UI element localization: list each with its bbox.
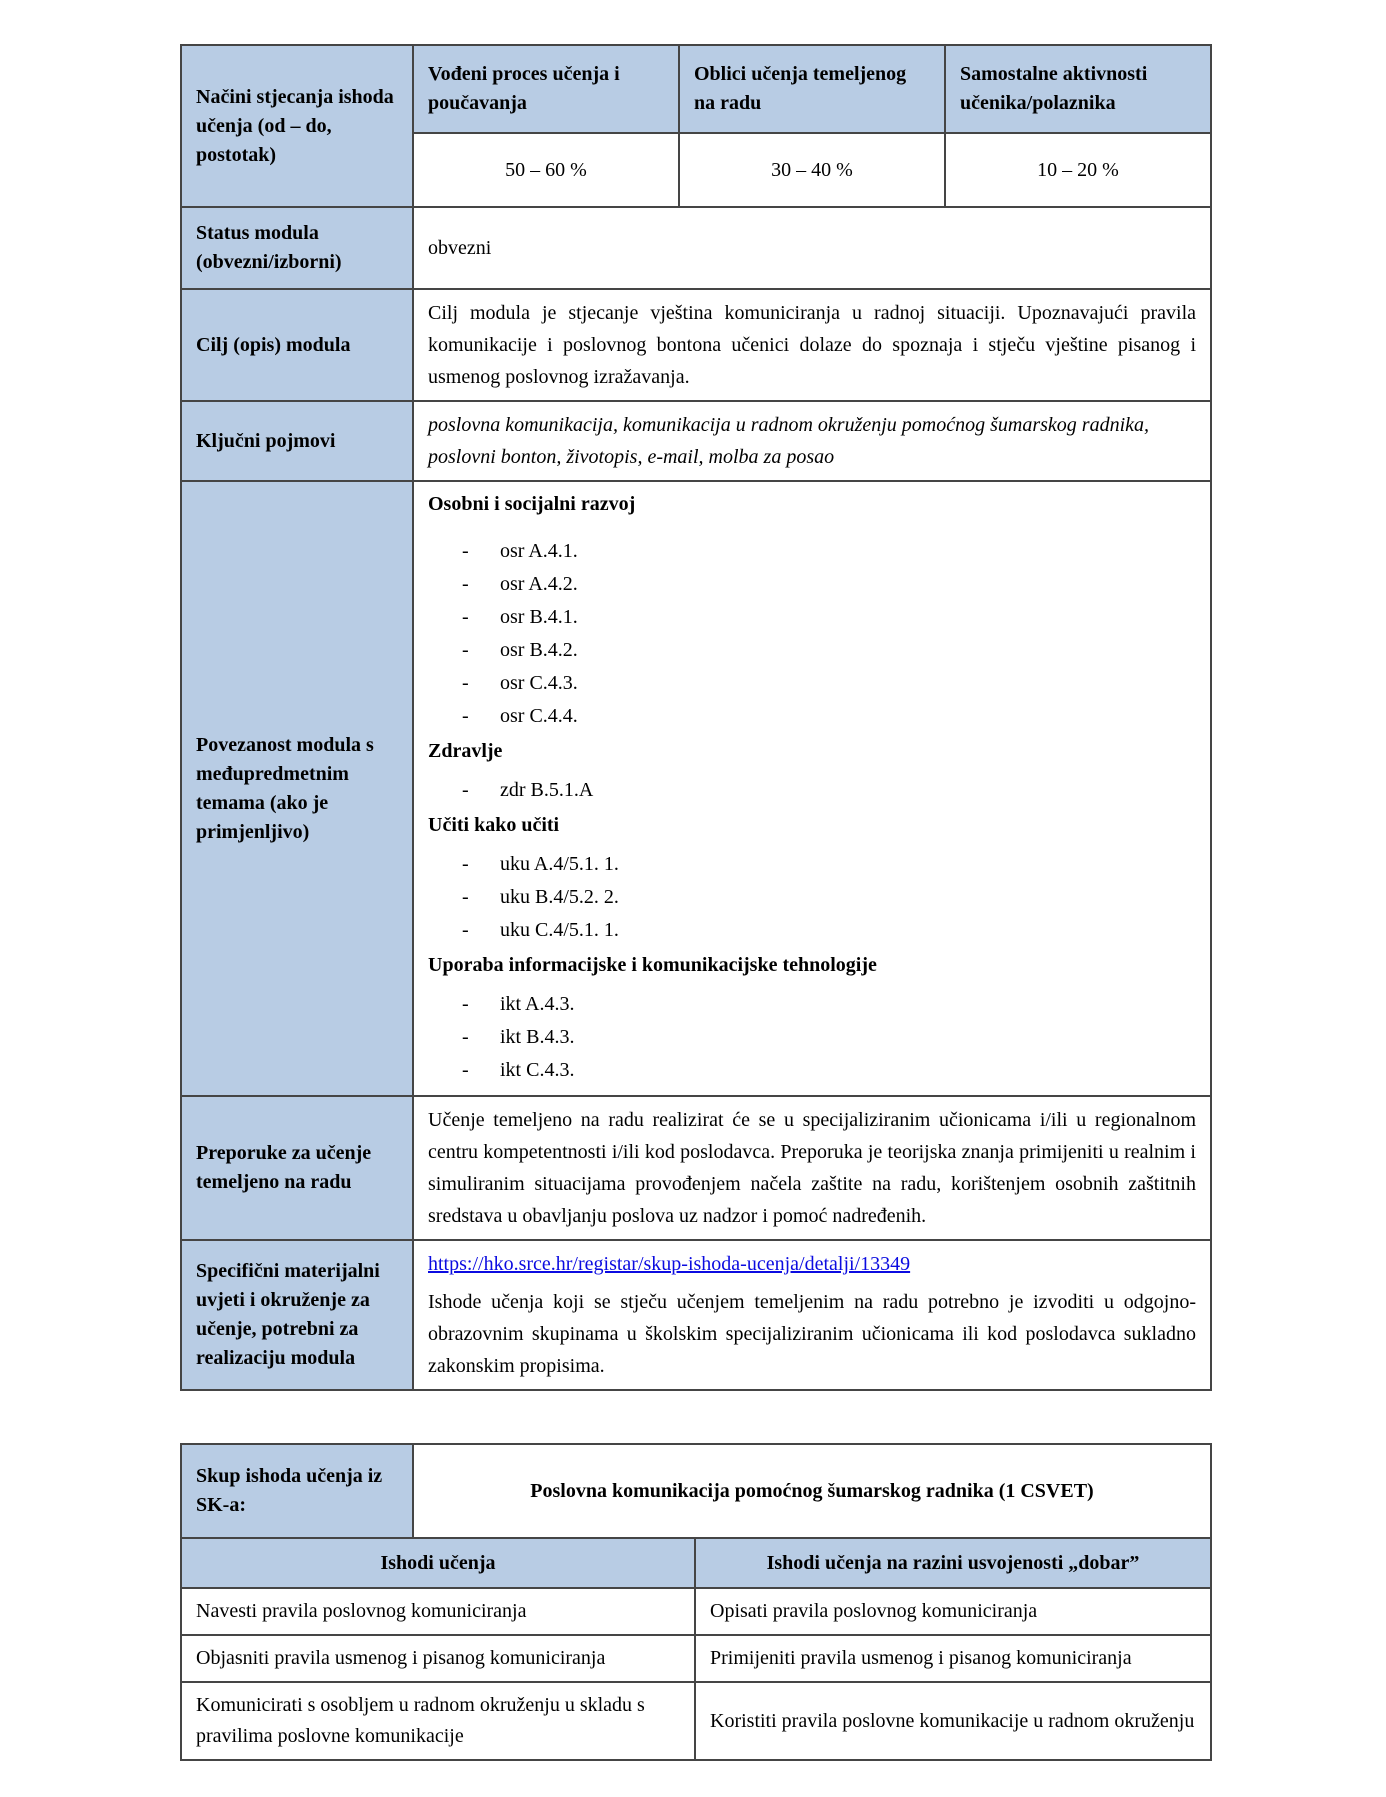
- cc-group-title: Zdravlje: [428, 740, 503, 762]
- cross-curricular-value-cell: [413, 481, 1211, 1096]
- conditions-link-line: [428, 1248, 1196, 1280]
- table-row: [181, 1588, 1211, 1635]
- row-outcomes-header: [181, 1538, 1211, 1588]
- table-row: [181, 1682, 1211, 1760]
- outcome-level-good-cell: Primijeniti pravila usmenog i pisanog komuniciranja: [695, 1635, 1211, 1682]
- row-material-conditions: [181, 1240, 1211, 1390]
- table-row: [181, 1635, 1211, 1682]
- row-module-goal: [181, 289, 1211, 401]
- wbl-recommendations-label-cell: Preporuke za učenje temeljeno na radu: [181, 1096, 413, 1240]
- work-based-header-cell: Oblici učenja temeljenog na radu: [679, 45, 945, 133]
- outcomes-column-header: Ishodi učenja: [181, 1538, 695, 1588]
- list-item: - osr A.4.2.: [462, 569, 1196, 600]
- list-item: - osr C.4.4.: [462, 701, 1196, 732]
- cc-group-title: Uporaba informacijske i komunikacijske tehnologije: [428, 954, 877, 976]
- list-item: - osr A.4.1.: [462, 536, 1196, 567]
- list-item: - uku C.4/5.1. 1.: [462, 915, 1196, 946]
- outcome-cell: Komunicirati s osobljem u radnom okruženju u skladu s pravilima poslovne komunikacije: [181, 1682, 695, 1760]
- row-wbl-recommendations: [181, 1096, 1211, 1240]
- cc-group-title: Učiti kako učiti: [428, 814, 560, 836]
- module-status-value-cell: obvezni: [413, 207, 1211, 289]
- outcome-set-label-cell: Skup ishoda učenja iz SK-a:: [181, 1444, 413, 1538]
- list-item: - zdr B.5.1.A: [462, 775, 1196, 806]
- row-cross-curricular: [181, 481, 1211, 1096]
- cross-curricular-label-cell: Povezanost modula s međupredmetnim temama (ako je primjenljivo): [181, 481, 413, 1096]
- list-item: - osr B.4.2.: [462, 635, 1196, 666]
- module-goal-value-cell: Cilj modula je stjecanje vještina komuniciranja u radnoj situaciji. Upoznavajući pravila komunikacije i poslovnog bontona učenici dolaze do spoznaja i stječu vještine pisanog i usmenog poslovnog izražavanja.: [413, 289, 1211, 401]
- acquisition-label-cell: Načini stjecanja ishoda učenja (od – do, postotak): [181, 45, 413, 207]
- outcome-set-value-cell: Poslovna komunikacija pomoćnog šumarskog radnika (1 CSVET): [413, 1444, 1211, 1538]
- cc-group-title: Osobni i socijalni razvoj: [428, 493, 636, 515]
- hko-registry-link[interactable]: https://hko.srce.hr/registar/skup-ishoda-ucenja/detalji/13349: [428, 1253, 911, 1275]
- wbl-recommendations-value-cell: Učenje temeljeno na radu realizirat će se u specijaliziranim učionicama i/ili u regionalnom centru kompetentnosti i/ili kod poslodavca. Preporuka je teorijska znanja primijeniti u realnim i simuliranim situacijama provođenjem načela zaštite na radu, korištenjem osobnih zaštitnih sredstava u obavljanju poslova uz nadzor i pomoć nadređenih.: [413, 1096, 1211, 1240]
- work-based-percentage: 30 – 40 %: [679, 133, 945, 207]
- independent-activities-percentage: 10 – 20 %: [945, 133, 1211, 207]
- outcomes-level-good-column-header: Ishodi učenja na razini usvojenosti „dobar”: [695, 1538, 1211, 1588]
- independent-activities-header-cell: Samostalne aktivnosti učenika/polaznika: [945, 45, 1211, 133]
- key-terms-value-cell: poslovna komunikacija, komunikacija u radnom okruženju pomoćnog šumarskog radnika, poslovni bonton, životopis, e-mail, molba za posao: [413, 401, 1211, 481]
- list-item: - ikt A.4.3.: [462, 989, 1196, 1020]
- row-acquisition-headers: [181, 45, 1211, 133]
- row-key-terms: [181, 401, 1211, 481]
- guided-process-percentage: 50 – 60 %: [413, 133, 679, 207]
- module-info-table: [180, 44, 1212, 1391]
- row-outcome-set: [181, 1444, 1211, 1538]
- list-item: - osr B.4.1.: [462, 602, 1196, 633]
- list-item: - uku A.4/5.1. 1.: [462, 849, 1196, 880]
- list-item: - ikt B.4.3.: [462, 1022, 1196, 1053]
- outcome-level-good-cell: Opisati pravila poslovnog komuniciranja: [695, 1588, 1211, 1635]
- learning-outcomes-table: [180, 1443, 1212, 1761]
- key-terms-label-cell: Ključni pojmovi: [181, 401, 413, 481]
- guided-process-header-cell: Vođeni proces učenja i poučavanja: [413, 45, 679, 133]
- outcome-cell: Objasniti pravila usmenog i pisanog komuniciranja: [181, 1635, 695, 1682]
- list-item: - ikt C.4.3.: [462, 1055, 1196, 1086]
- material-conditions-value-cell: [413, 1240, 1211, 1390]
- conditions-text: Ishode učenja koji se stječu učenjem temeljenim na radu potrebno je izvoditi u odgojno-obrazovnim skupinama u školskim specijaliziranim učionicama ili kod poslodavca sukladno zakonskim propisima.: [428, 1291, 1196, 1377]
- module-status-label-cell: Status modula (obvezni/izborni): [181, 207, 413, 289]
- outcome-cell: Navesti pravila poslovnog komuniciranja: [181, 1588, 695, 1635]
- list-item: - osr C.4.3.: [462, 668, 1196, 699]
- list-item: - uku B.4/5.2. 2.: [462, 882, 1196, 913]
- row-module-status: [181, 207, 1211, 289]
- outcome-level-good-cell: Koristiti pravila poslovne komunikacije u radnom okruženju: [695, 1682, 1211, 1760]
- material-conditions-label-cell: Specifični materijalni uvjeti i okruženje za učenje, potrebni za realizaciju modula: [181, 1240, 413, 1390]
- module-goal-label-cell: Cilj (opis) modula: [181, 289, 413, 401]
